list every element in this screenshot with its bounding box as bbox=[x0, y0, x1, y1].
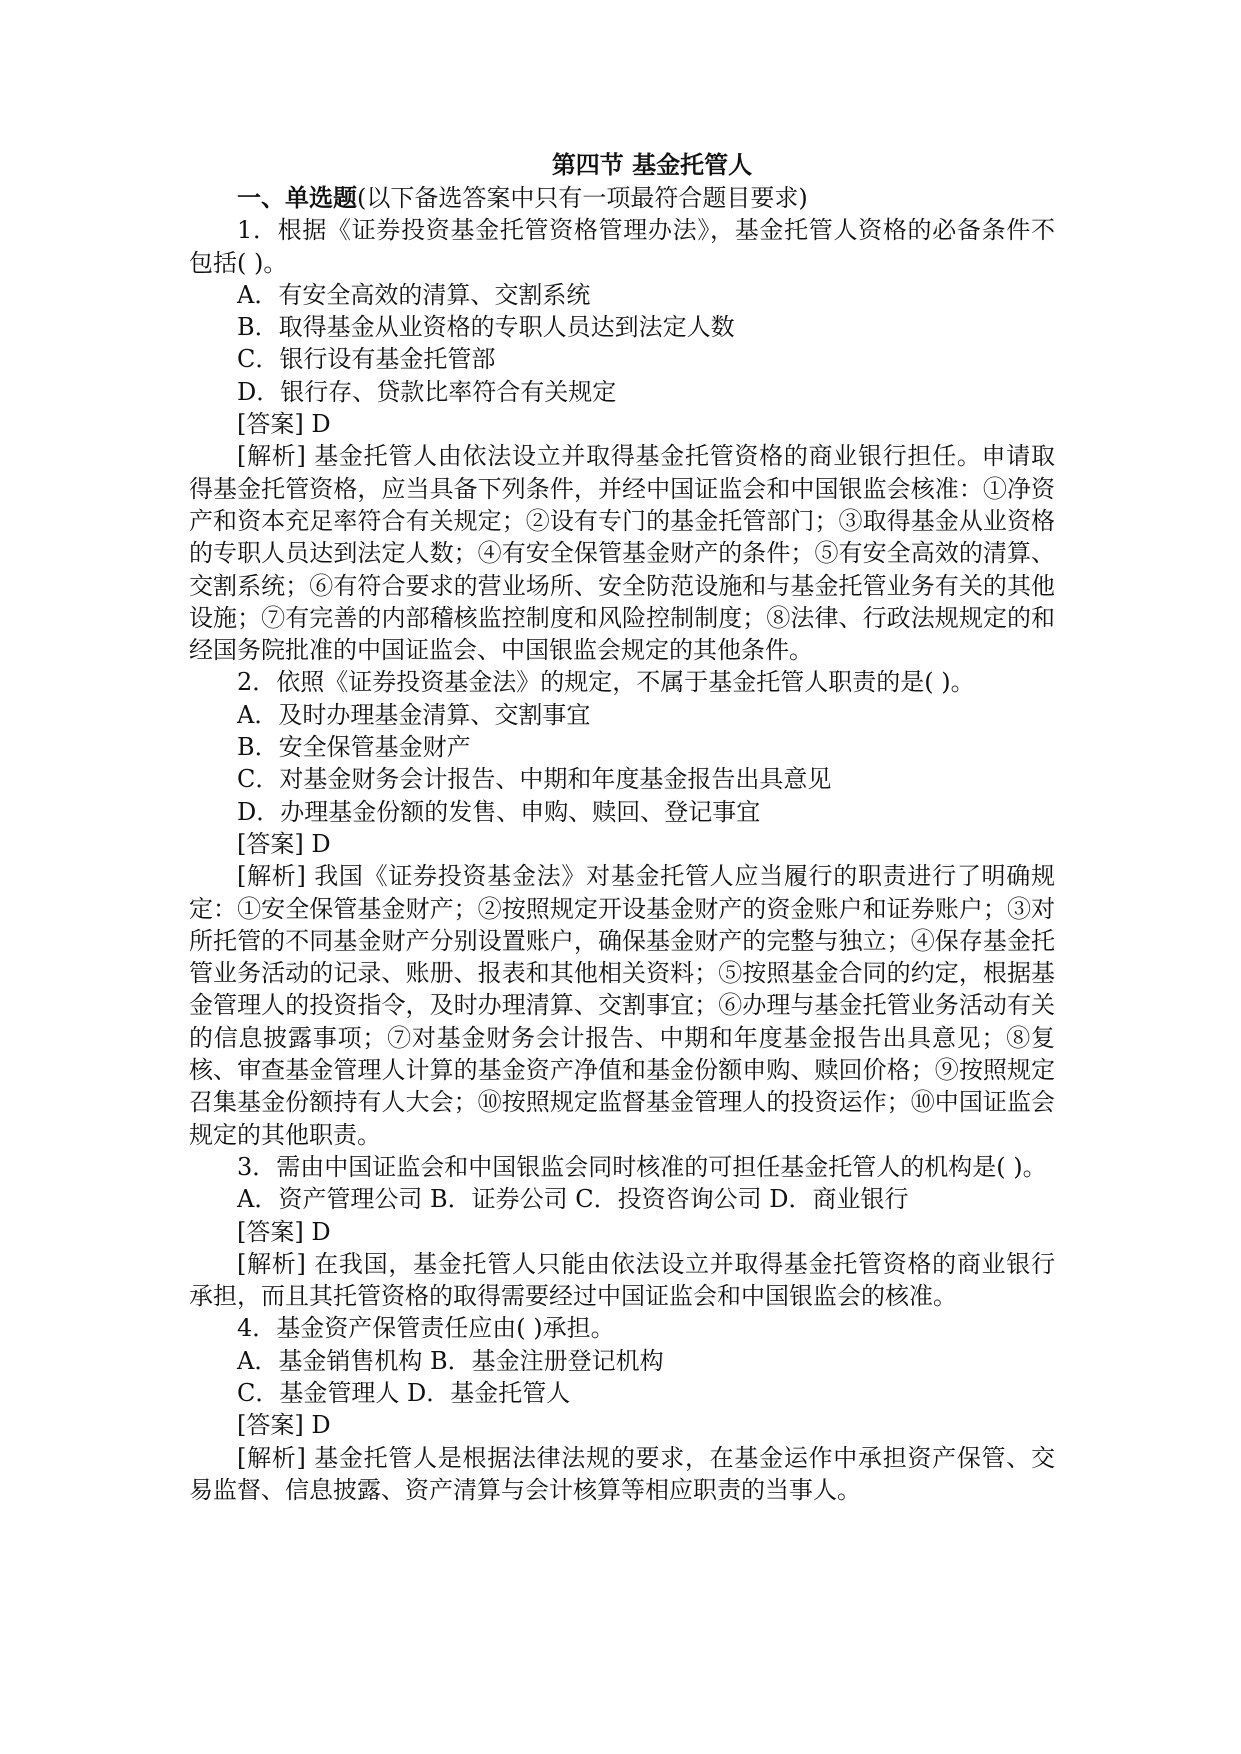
question-analysis: [解析] 基金托管人是根据法律法规的要求，在基金运作中承担资产保管、交易监督、信息披露、资产清算与会计核算等相应职责的当事人。 bbox=[189, 1443, 1055, 1504]
question-stem: 1．根据《证券投资基金托管资格管理办法》，基金托管人资格的必备条件不包括( )。 bbox=[189, 216, 1055, 277]
question-stem: 3．需由中国证监会和中国银监会同时核准的可担任基金托管人的机构是( )。 bbox=[237, 1152, 1047, 1181]
page-title: 第四节 基金托管人 bbox=[551, 150, 753, 179]
question-option: B．安全保管基金财产 bbox=[237, 733, 471, 762]
section-heading-note: (以下备选答案中只有一项最符合题目要求) bbox=[357, 184, 808, 212]
question-1 bbox=[189, 214, 1055, 666]
section-heading bbox=[189, 182, 1055, 214]
question-option: C．银行设有基金托管部 bbox=[237, 345, 496, 374]
question-option: A．有安全高效的清算、交割系统 bbox=[237, 280, 591, 309]
question-option: A．基金销售机构 B．基金注册登记机构 bbox=[237, 1346, 664, 1375]
question-stem: 4．基金资产保管责任应由( )承担。 bbox=[237, 1314, 615, 1343]
question-2 bbox=[189, 666, 1055, 1150]
question-analysis: [解析] 基金托管人由依法设立并取得基金托管资格的商业银行担任。申请取得基金托管资格，应当具备下列条件，并经中国证监会和中国银监会核准：①净资产和资本充足率符合有关规定；②设有专门的基金托管部门；③取得基金从业资格的专职人员达到法定人数；④有安全保管基金财产的条件；⑤有安全高效的清算、交割系统；⑥有符合要求的营业场所、安全防范设施和与基金托管业务有关的其他设施；⑦有完善的内部稽核监控制度和风险控制制度；⑧法律、行政法规规定的和经国务院批准的中国证监会、中国银监会规定的其他条件。 bbox=[189, 442, 1055, 665]
question-3 bbox=[189, 1151, 1055, 1312]
question-option: B．取得基金从业资格的专职人员达到法定人数 bbox=[237, 313, 735, 342]
question-answer: [答案] D bbox=[237, 410, 331, 439]
question-4 bbox=[189, 1312, 1055, 1506]
question-analysis: [解析] 在我国，基金托管人只能由依法设立并取得基金托管资格的商业银行承担，而且其托管资格的取得需要经过中国证监会和中国银监会的核准。 bbox=[189, 1249, 1055, 1311]
question-answer: [答案] D bbox=[237, 1411, 331, 1440]
question-answer: [答案] D bbox=[237, 829, 331, 858]
question-option: C．基金管理人 D．基金托管人 bbox=[237, 1378, 571, 1407]
question-answer: [答案] D bbox=[237, 1217, 331, 1246]
question-option: A．及时办理基金清算、交割事宜 bbox=[237, 700, 591, 729]
question-option: A．资产管理公司 B．证券公司 C．投资咨询公司 D．商业银行 bbox=[237, 1185, 909, 1214]
question-stem: 2．依照《证券投资基金法》的规定，不属于基金托管人职责的是( )。 bbox=[237, 668, 975, 697]
question-option: C．对基金财务会计报告、中期和年度基金报告出具意见 bbox=[237, 765, 832, 794]
document-content bbox=[189, 148, 1055, 1506]
question-option: D．银行存、贷款比率符合有关规定 bbox=[237, 377, 617, 406]
question-option: D．办理基金份额的发售、申购、赎回、登记事宜 bbox=[237, 797, 761, 826]
section-heading-label: 一、单选题 bbox=[237, 183, 357, 212]
question-analysis: [解析] 我国《证券投资基金法》对基金托管人应当履行的职责进行了明确规定：①安全保管基金财产；②按照规定开设基金财产的资金账户和证券账户；③对所托管的不同基金财产分别设置账户，确保基金财产的完整与独立；④保存基金托管业务活动的记录、账册、报表和其他相关资料；⑤按照基金合同的约定，根据基金管理人的投资指令，及时办理清算、交割事宜；⑥办理与基金托管业务活动有关的信息披露事项；⑦对基金财务会计报告、中期和年度基金报告出具意见；⑧复核、审查基金管理人计算的基金资产净值和基金份额申购、赎回价格；⑨按照规定召集基金份额持有人大会；⑩按照规定监督基金管理人的投资运作；⑩中国证监会规定的其他职责。 bbox=[189, 862, 1055, 1149]
